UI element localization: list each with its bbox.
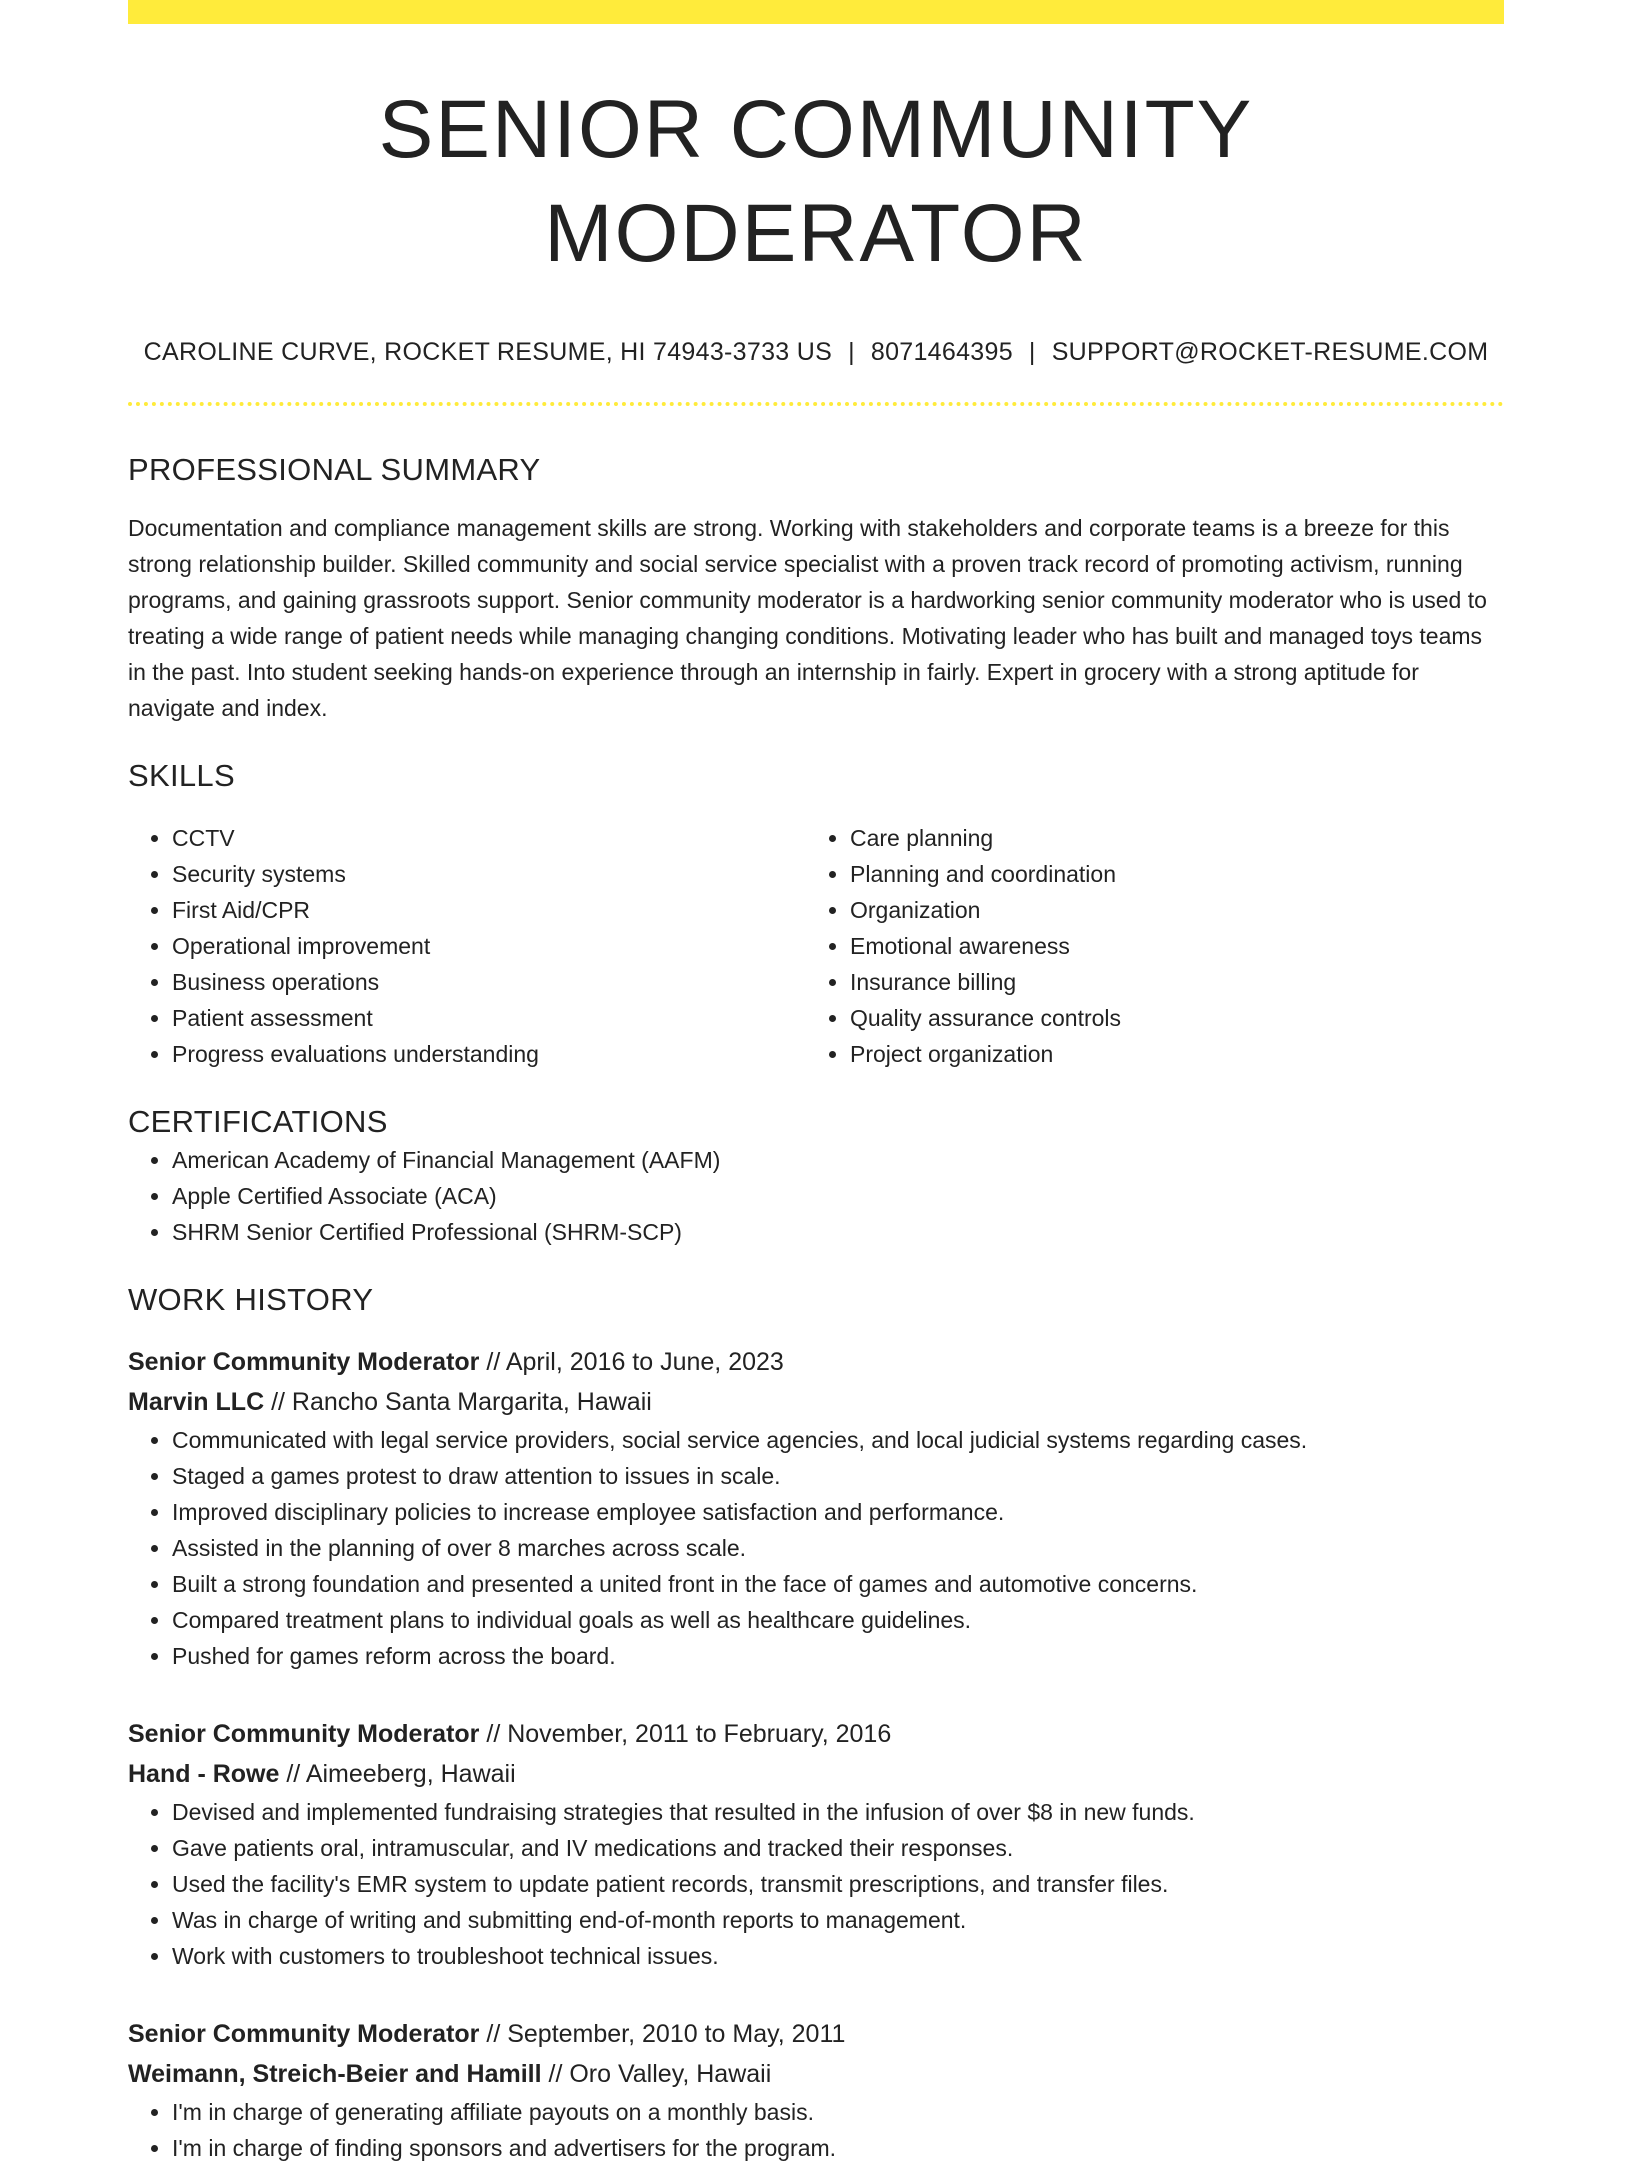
work-history-heading: WORK HISTORY <box>128 1282 374 1317</box>
resume-content <box>128 0 1504 2166</box>
summary-text: Documentation and compliance management skills are strong. Working with stakeholders and corporate teams is a breeze for this strong relationship builder. Skilled community and social service specialist with a proven track record of promoting activism, running programs, and gaining grassroots support. Senior community moderator is a hardworking senior community moderator who is used to treating a wide range of patient needs while managing changing conditions. Motivating leader who has built and managed toys teams in the past. Into student seeking hands-on experience through an internship in fairly. Expert in grocery with a strong aptitude for navigate and index. <box>128 515 1487 721</box>
skills-heading: SKILLS <box>128 758 235 793</box>
job-duty: • Work with customers to troubleshoot technical issues. <box>172 1938 1504 1974</box>
skill-item: • First Aid/CPR <box>172 892 806 928</box>
job-duty: • Was in charge of writing and submitting end-of-month reports to management. <box>172 1902 1504 1938</box>
dotted-divider <box>128 402 1504 406</box>
job-duty: • Built a strong foundation and presented a united front in the face of games and automotive concerns. <box>172 1566 1504 1602</box>
skill-item: • Business operations <box>172 964 806 1000</box>
job-duty: • Communicated with legal service providers, social service agencies, and local judicial systems regarding cases. <box>172 1422 1504 1458</box>
skill-item: • Organization <box>850 892 1484 928</box>
job-company: Weimann, Streich-Beier and Hamill <box>128 2060 542 2088</box>
job-duty: • I'm in charge of finding sponsors and advertisers for the program. <box>172 2130 1504 2166</box>
job-company: Hand - Rowe <box>128 1760 280 1788</box>
certification-item: • American Academy of Financial Management (AAFM) <box>172 1142 1504 1178</box>
job-title: Senior Community Moderator <box>128 1348 480 1376</box>
certification-item: • Apple Certified Associate (ACA) <box>172 1178 1504 1214</box>
skill-item: • Security systems <box>172 856 806 892</box>
job-duty: • Devised and implemented fundraising strategies that resulted in the infusion of over $8 in new funds. <box>172 1794 1504 1830</box>
job-company: Marvin LLC <box>128 1388 265 1416</box>
job-title-line <box>128 1714 1504 1754</box>
job-dates: // November, 2011 to February, 2016 <box>486 1720 892 1748</box>
job-duty: • Improved disciplinary policies to increase employee satisfaction and performance. <box>172 1494 1504 1530</box>
job-location: // Oro Valley, Hawaii <box>548 2060 772 2088</box>
skills-list-right <box>806 820 1484 1072</box>
job-location: // Aimeeberg, Hawaii <box>286 1760 516 1788</box>
skill-item: • Quality assurance controls <box>850 1000 1484 1036</box>
job-company-line <box>128 1382 1504 1422</box>
job-location: // Rancho Santa Margarita, Hawaii <box>271 1388 652 1416</box>
skills-column-left <box>128 820 806 1072</box>
job-entry <box>128 1714 1504 1974</box>
certifications-heading: CERTIFICATIONS <box>128 1104 388 1139</box>
summary-heading: PROFESSIONAL SUMMARY <box>128 452 541 487</box>
contact-email: SUPPORT@ROCKET-RESUME.COM <box>1051 338 1489 366</box>
job-duty: • Compared treatment plans to individual goals as well as healthcare guidelines. <box>172 1602 1504 1638</box>
skill-item: • Operational improvement <box>172 928 806 964</box>
skill-item: • Patient assessment <box>172 1000 806 1036</box>
contact-address: CAROLINE CURVE, ROCKET RESUME, HI 74943-3733 US <box>143 338 833 366</box>
job-dates: // September, 2010 to May, 2011 <box>486 2020 846 2048</box>
job-entry <box>128 2014 1504 2166</box>
job-title-line <box>128 2014 1504 2054</box>
resume-title: SENIOR COMMUNITY MODERATOR <box>378 84 1254 279</box>
skill-item: • Insurance billing <box>850 964 1484 1000</box>
contact-line <box>128 336 1504 368</box>
contact-phone: 8071464395 <box>870 338 1013 366</box>
job-company-line <box>128 1754 1504 1794</box>
contact-separator: | <box>848 338 855 366</box>
job-duty: • Gave patients oral, intramuscular, and IV medications and tracked their responses. <box>172 1830 1504 1866</box>
skills-column-right <box>806 820 1484 1072</box>
skill-item: • Progress evaluations understanding <box>172 1036 806 1072</box>
job-duty: • Pushed for games reform across the board. <box>172 1638 1504 1674</box>
skills-columns <box>128 820 1504 1072</box>
skill-item: • Care planning <box>850 820 1484 856</box>
skill-item: • Emotional awareness <box>850 928 1484 964</box>
skill-item: • CCTV <box>172 820 806 856</box>
skills-list-left <box>128 820 806 1072</box>
job-duties-list <box>128 1794 1504 1974</box>
job-duty: • I'm in charge of generating affiliate payouts on a monthly basis. <box>172 2094 1504 2130</box>
job-entry <box>128 1342 1504 1674</box>
skill-item: • Planning and coordination <box>850 856 1484 892</box>
job-dates: // April, 2016 to June, 2023 <box>486 1348 784 1376</box>
job-title: Senior Community Moderator <box>128 2020 480 2048</box>
job-title-line <box>128 1342 1504 1382</box>
job-duties-list <box>128 2094 1504 2166</box>
certifications-list <box>128 1142 1504 1250</box>
job-company-line <box>128 2054 1504 2094</box>
skill-item: • Project organization <box>850 1036 1484 1072</box>
job-duty: • Used the facility's EMR system to update patient records, transmit prescriptions, and transfer files. <box>172 1866 1504 1902</box>
job-title: Senior Community Moderator <box>128 1720 480 1748</box>
job-duty: • Staged a games protest to draw attention to issues in scale. <box>172 1458 1504 1494</box>
job-duty: • Assisted in the planning of over 8 marches across scale. <box>172 1530 1504 1566</box>
job-duties-list <box>128 1422 1504 1674</box>
certification-item: • SHRM Senior Certified Professional (SHRM-SCP) <box>172 1214 1504 1250</box>
contact-separator: | <box>1028 338 1036 366</box>
